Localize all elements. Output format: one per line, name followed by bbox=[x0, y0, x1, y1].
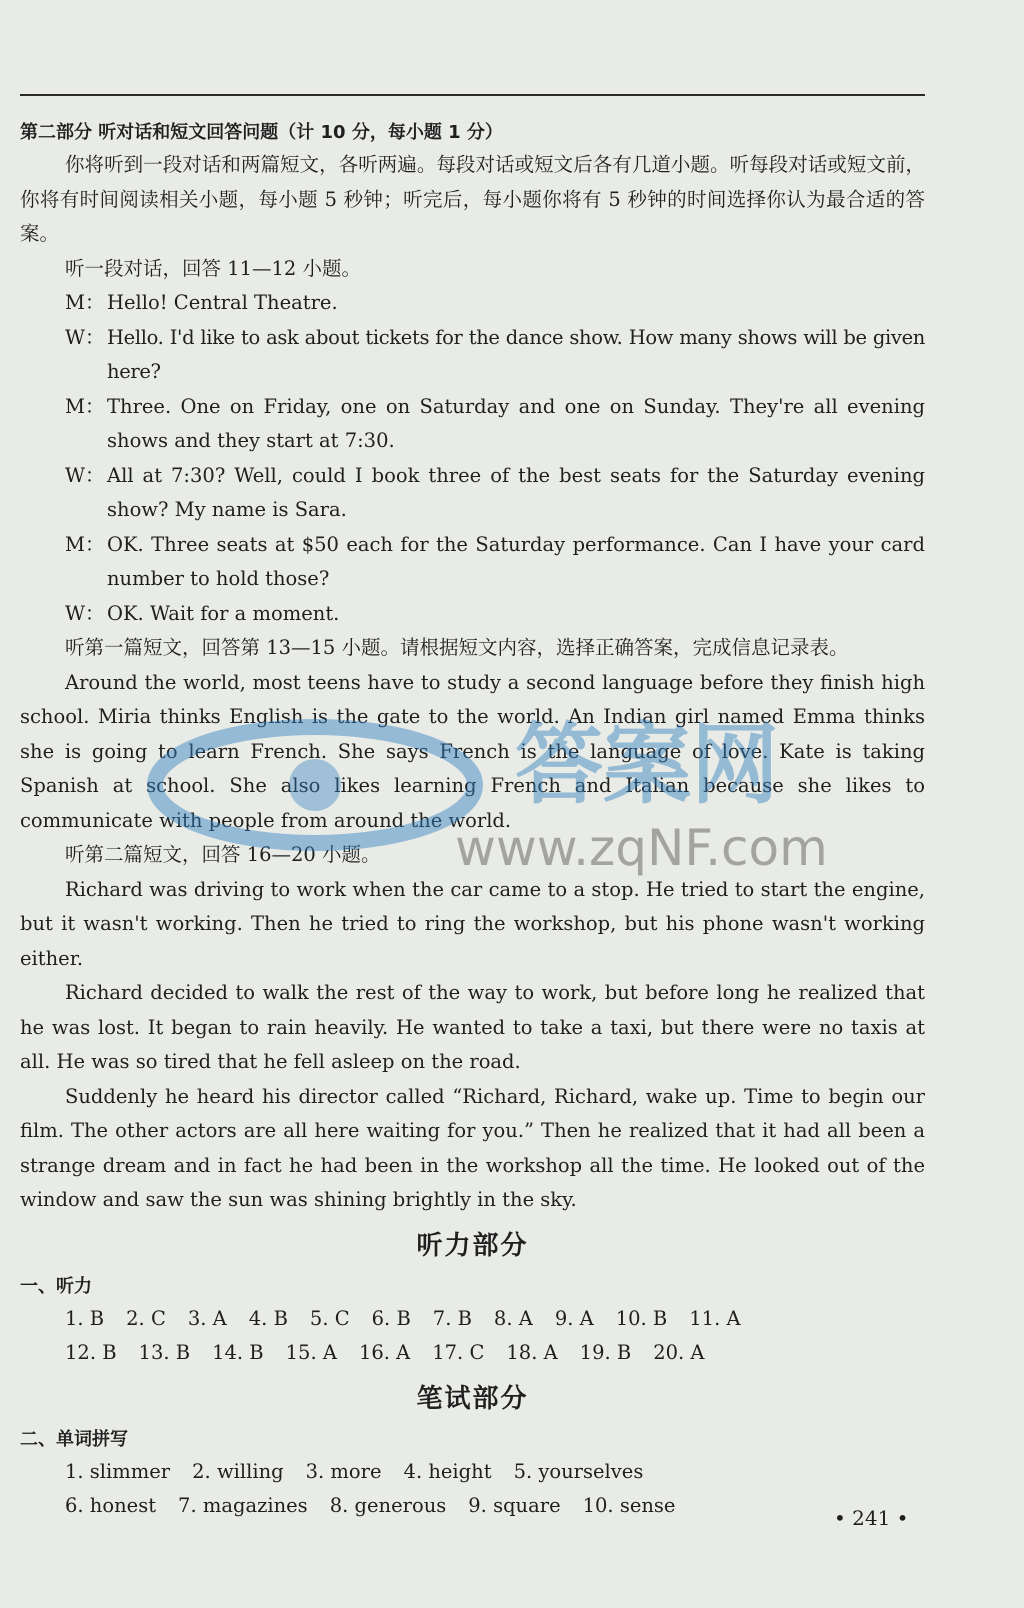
answer-item: 16. A bbox=[358, 1341, 411, 1364]
answer-item: 3. A bbox=[187, 1306, 227, 1330]
watermark-url: www.zqNF.com bbox=[455, 819, 828, 877]
written-part-title: 笔试部分 bbox=[416, 1383, 529, 1414]
dialogue-text: Three. One on Friday, one on Saturday and one on Sunday. They're all evening shows and they start at 7:30. bbox=[107, 394, 925, 452]
speaker-label: W： bbox=[65, 601, 105, 625]
dialogue-line bbox=[20, 286, 925, 321]
speaker-label: W： bbox=[65, 325, 105, 349]
spelling-answers-row1 bbox=[20, 1455, 925, 1490]
dialogue-text: OK. Wait for a moment. bbox=[107, 601, 340, 625]
answer-item: 9. A bbox=[554, 1306, 594, 1330]
answer-item: 10. sense bbox=[582, 1494, 676, 1517]
answer-item: 2. C bbox=[126, 1306, 166, 1330]
section2-heading: 第二部分 听对话和短文回答问题（计 10 分，每小题 1 分） bbox=[20, 122, 503, 143]
top-rule bbox=[20, 94, 925, 96]
dialogue-intro: 听一段对话，回答 11—12 小题。 bbox=[65, 256, 362, 280]
answer-item: 12. B bbox=[65, 1341, 117, 1364]
dialogue-text: All at 7:30? Well, could I book three of the best seats for the Saturday evening show? My name is Sara. bbox=[107, 463, 925, 521]
written-section-label: 二、单词拼写 bbox=[20, 1428, 128, 1450]
watermark-cn: 答案网 bbox=[515, 713, 780, 816]
answer-item: 8. A bbox=[493, 1306, 533, 1330]
answer-item: 1. B bbox=[65, 1306, 105, 1330]
dialogue-line bbox=[20, 390, 925, 459]
page-number: • 241 • bbox=[834, 1506, 909, 1530]
passage1-text: Around the world, most teens have to study a second language before they finish high school. Miria thinks English is the gate to the world. An Indian girl named Emma thinks she is going to learn French. She says French is the language of love. Kate is taking Spanish at school. She also likes learning French and Italian because she likes to communicate with people from around the world. bbox=[20, 670, 925, 832]
dialogue-line bbox=[20, 597, 925, 632]
answer-item: 17. C bbox=[432, 1341, 485, 1364]
answer-item: 2. willing bbox=[192, 1459, 284, 1483]
answer-item: 8. generous bbox=[329, 1494, 447, 1517]
dialogue-text: Hello. I'd like to ask about tickets for the dance show. How many shows will be given here? bbox=[107, 325, 925, 383]
dialogue-text: OK. Three seats at $50 each for the Saturday performance. Can I have your card number to hold those? bbox=[107, 532, 925, 590]
page-content bbox=[20, 118, 925, 1524]
answer-item: 7. magazines bbox=[178, 1494, 308, 1517]
speaker-label: M： bbox=[65, 291, 105, 314]
section2-instructions: 你将听到一段对话和两篇短文，各听两遍。每段对话或短文后各有几道小题。听每段对话或短文前，你将有时间阅读相关小题，每小题 5 秒钟；听完后，每小题你将有 5 秒钟的时间选择你认为最合适的答案。 bbox=[20, 153, 925, 245]
speaker-label: W： bbox=[65, 463, 105, 487]
passage2-paragraph: Richard was driving to work when the car came to a stop. He tried to start the engine, but it wasn't working. Then he tried to ring the workshop, but his phone wasn't working either. bbox=[20, 877, 925, 970]
passage2-paragraph: Richard decided to walk the rest of the way to work, but before long he realized that he was lost. It began to rain heavily. He wanted to take a taxi, but there were no taxis at all. He was so tired that he fell asleep on the road. bbox=[20, 981, 925, 1073]
answer-item: 1. slimmer bbox=[65, 1459, 171, 1483]
answer-item: 4. height bbox=[403, 1459, 492, 1483]
answer-item: 3. more bbox=[305, 1459, 382, 1483]
answer-item: 15. A bbox=[285, 1341, 337, 1364]
answer-item: 13. B bbox=[138, 1341, 191, 1364]
answer-item: 19. B bbox=[579, 1341, 632, 1364]
passage2-paragraph: Suddenly he heard his director called “Richard, Richard, wake up. Time to begin our film. The other actors are all here waiting for you.” Then he realized that it had all been a strange dream and in fact he had been in the workshop all the time. He looked out of the window and saw the sun was shining brightly in the sky. bbox=[20, 1084, 925, 1211]
answer-item: 10. B bbox=[615, 1306, 668, 1330]
answer-item: 14. B bbox=[212, 1341, 264, 1364]
answer-item: 11. A bbox=[689, 1306, 741, 1330]
spelling-answers-row2 bbox=[20, 1489, 925, 1524]
answer-item: 6. honest bbox=[65, 1494, 157, 1517]
dialogue-line bbox=[20, 528, 925, 597]
dialogue-line bbox=[20, 459, 925, 528]
dialogue-line bbox=[20, 321, 925, 390]
answer-item: 6. B bbox=[371, 1306, 411, 1330]
answer-item: 9. square bbox=[468, 1494, 561, 1517]
answer-item: 4. B bbox=[248, 1306, 288, 1330]
passage2-intro: 听第二篇短文，回答 16—20 小题。 bbox=[65, 843, 381, 866]
listening-part-title: 听力部分 bbox=[416, 1230, 529, 1261]
answer-item: 20. A bbox=[653, 1341, 705, 1364]
listening-answers-row1 bbox=[20, 1302, 925, 1337]
listening-answers-row2 bbox=[20, 1336, 925, 1371]
answer-item: 5. yourselves bbox=[513, 1459, 644, 1483]
speaker-label: M： bbox=[65, 532, 105, 556]
answer-item: 18. A bbox=[506, 1341, 558, 1364]
speaker-label: M： bbox=[65, 394, 105, 418]
answer-item: 7. B bbox=[432, 1306, 472, 1330]
answer-item: 5. C bbox=[309, 1306, 350, 1330]
listening-section-label: 一、听力 bbox=[20, 1275, 92, 1297]
dialogue-text: Hello! Central Theatre. bbox=[107, 291, 338, 314]
passage1-intro: 听第一篇短文，回答第 13—15 小题。请根据短文内容，选择正确答案，完成信息记录表。 bbox=[65, 636, 849, 659]
